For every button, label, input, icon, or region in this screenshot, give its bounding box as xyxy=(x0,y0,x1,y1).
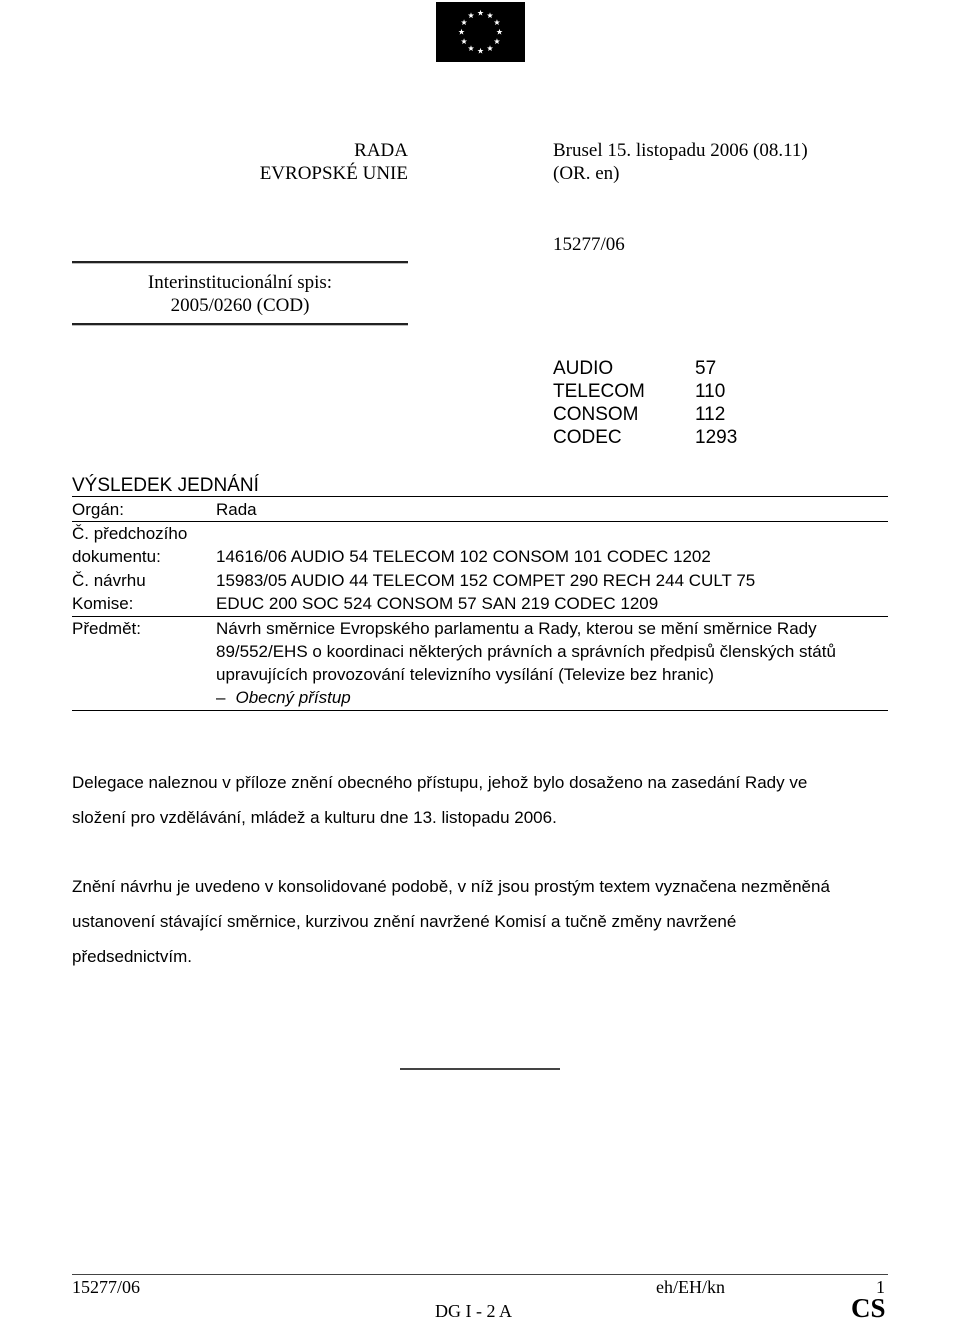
code-row xyxy=(553,426,737,449)
star-icon xyxy=(461,19,467,25)
star-icon xyxy=(468,45,474,51)
subject-label: Předmět: xyxy=(72,619,141,638)
separator-line xyxy=(400,1068,560,1070)
date-block xyxy=(553,139,808,185)
proposal-label-2: Komise: xyxy=(72,594,134,613)
code-name: AUDIO xyxy=(553,358,614,379)
code-name: CODEC xyxy=(553,427,622,448)
footer-dg: DG I - 2 A xyxy=(435,1301,512,1321)
code-name: CONSOM xyxy=(553,404,639,425)
code-number: 1293 xyxy=(695,427,738,448)
interinst-block xyxy=(72,271,408,317)
footer-initials: eh/EH/kn xyxy=(656,1277,725,1297)
proposal-label-1: Č. návrhu xyxy=(72,571,146,590)
eu-flag-logo xyxy=(436,2,525,62)
interinst-label: Interinstitucionální spis: xyxy=(147,272,333,293)
code-number: 110 xyxy=(695,381,726,402)
interinst-top-rule xyxy=(72,261,408,264)
footer-page-number: 1 xyxy=(876,1277,885,1297)
subject-line-2: 89/552/EHS o koordinaci některých právních a správních předpisů členských států xyxy=(216,642,836,661)
institution-line-2: EVROPSKÉ UNIE xyxy=(259,163,408,184)
institution-name xyxy=(260,139,408,185)
prev-doc-value: 14616/06 AUDIO 54 TELECOM 102 CONSOM 101 CODEC 1202 xyxy=(216,547,711,566)
star-icon xyxy=(468,12,474,18)
star-icon xyxy=(461,38,467,44)
code-number: 57 xyxy=(695,358,717,379)
code-name: TELECOM xyxy=(553,381,645,402)
subject-codes xyxy=(553,357,737,449)
doc-number: 15277/06 xyxy=(553,234,625,255)
subject-line-3: upravujících provozování televizního vysílání (Televize bez hranic) xyxy=(216,665,714,684)
prev-doc-label-2: dokumentu: xyxy=(72,547,161,566)
paragraph-2-line-1: Znění návrhu je uvedeno v konsolidované podobě, v níž jsou prostým textem vyznačena nezměněná xyxy=(72,877,830,896)
prev-doc-label-1: Č. předchozího xyxy=(72,524,188,543)
star-icon xyxy=(496,29,502,35)
result-title: VÝSLEDEK JEDNÁNÍ xyxy=(72,475,259,496)
code-row xyxy=(553,380,737,403)
star-icon xyxy=(458,29,464,35)
footer-rule xyxy=(72,1274,888,1275)
subject-text xyxy=(216,617,896,709)
proposal-value-1: 15983/05 AUDIO 44 TELECOM 152 COMPET 290 RECH 244 CULT 75 xyxy=(216,571,756,590)
paragraph-2-line-3: předsednictvím. xyxy=(72,947,192,966)
footer-language: CS xyxy=(851,1293,886,1323)
star-icon xyxy=(477,10,483,16)
code-row xyxy=(553,357,737,380)
proposal-value-2: EDUC 200 SOC 524 CONSOM 57 SAN 219 CODEC 1209 xyxy=(216,594,659,613)
table-rule xyxy=(72,521,888,522)
star-icon xyxy=(487,45,493,51)
code-number: 112 xyxy=(695,404,726,425)
star-icon xyxy=(494,38,500,44)
eu-stars-icon xyxy=(436,2,525,62)
table-rule xyxy=(72,710,888,711)
institution-line-1: RADA xyxy=(354,140,408,161)
table-rule xyxy=(72,496,888,497)
paragraph-1-line-1: Delegace naleznou v příloze znění obecného přístupu, jehož bylo dosaženo na zasedání Rady ve xyxy=(72,773,808,792)
subject-italic: Obecný přístup xyxy=(235,688,351,707)
date-line-2: (OR. en) xyxy=(553,163,620,184)
footer-doc-number: 15277/06 xyxy=(72,1277,141,1297)
star-icon xyxy=(494,19,500,25)
subject-line-1: Návrh směrnice Evropského parlamentu a Rady, kterou se mění směrnice Rady xyxy=(216,619,817,638)
paragraph-1-line-2: složení pro vzdělávání, mládež a kulturu dne 13. listopadu 2006. xyxy=(72,808,557,827)
organ-label: Orgán: xyxy=(72,500,124,519)
organ-value: Rada xyxy=(216,500,257,519)
subject-line-4 xyxy=(216,686,896,709)
subject-dash: – xyxy=(216,688,226,707)
star-icon xyxy=(487,12,493,18)
star-icon xyxy=(477,48,483,54)
code-row xyxy=(553,403,737,426)
interinst-bottom-rule xyxy=(72,323,408,326)
paragraph-2-line-2: ustanovení stávající směrnice, kurzivou znění navržené Komisí a tučně změny navržené xyxy=(72,912,737,931)
paragraph-2 xyxy=(72,869,902,974)
interinst-value: 2005/0260 (COD) xyxy=(170,295,310,316)
date-line-1: Brusel 15. listopadu 2006 (08.11) xyxy=(553,140,808,161)
paragraph-1 xyxy=(72,765,902,835)
